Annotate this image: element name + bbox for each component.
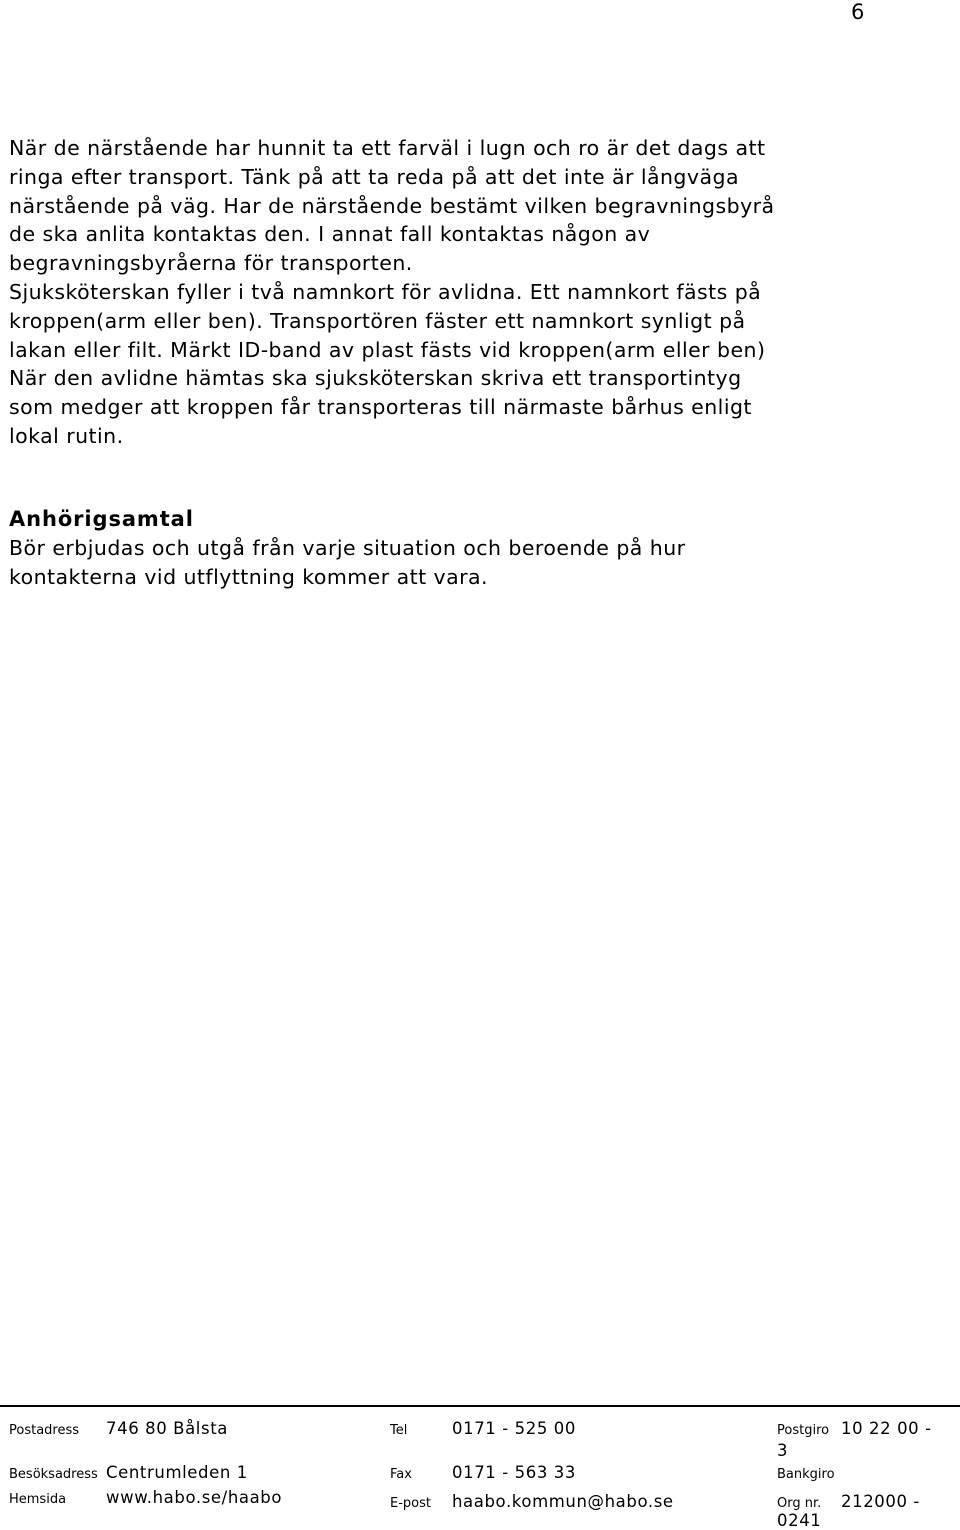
paragraph-line: lakan eller filt. Märkt ID-band av plast fästs vid kroppen(arm eller ben) <box>9 337 766 362</box>
tel-label: Tel <box>390 1423 408 1438</box>
section-line: kontakterna vid utflyttning kommer att vara. <box>9 565 488 589</box>
body-paragraph <box>9 134 939 451</box>
bankgiro-label: Bankgiro <box>777 1467 835 1482</box>
section-heading: Anhörigsamtal <box>9 507 194 531</box>
paragraph-line: kroppen(arm eller ben). Transportören fäster ett namnkort synligt på <box>9 308 746 333</box>
paragraph-line: närstående på väg. Har de närstående bestämt vilken begravningsbyrå <box>9 193 775 218</box>
paragraph-line: lokal rutin. <box>9 423 124 448</box>
section-anhorigsamtal <box>9 504 939 592</box>
hemsida-label: Hemsida <box>9 1492 67 1507</box>
paragraph-line: När de närstående har hunnit ta ett farväl i lugn och ro är det dags att <box>9 136 766 160</box>
fax-value: 0171 - 563 33 <box>452 1463 576 1482</box>
footer-divider <box>0 1405 960 1407</box>
postadress-value: 746 80 Bålsta <box>106 1419 228 1438</box>
postadress-label: Postadress <box>9 1423 80 1438</box>
besoksadress-label: Besöksadress <box>9 1467 98 1482</box>
epost-label: E-post <box>390 1496 431 1511</box>
epost-link[interactable]: haabo.kommun@habo.se <box>452 1492 674 1511</box>
paragraph-line: ringa efter transport. Tänk på att ta reda på att det inte är långväga <box>9 164 739 189</box>
tel-value: 0171 - 525 00 <box>452 1419 576 1438</box>
besoksadress-value: Centrumleden 1 <box>106 1463 248 1482</box>
paragraph-line: När den avlidne hämtas ska sjuksköterskan skriva ett transportintyg <box>9 366 742 391</box>
postgiro-label: Postgiro <box>777 1423 830 1438</box>
hemsida-link[interactable]: www.habo.se/haabo <box>106 1488 283 1507</box>
page-number: 6 <box>851 0 865 24</box>
section-line: Bör erbjudas och utgå från varje situation och beroende på hur <box>9 536 686 560</box>
paragraph-line: som medger att kroppen får transporteras till närmaste bårhus enligt <box>9 395 752 420</box>
paragraph-line: de ska anlita kontaktas den. I annat fall kontaktas någon av <box>9 222 651 247</box>
orgnr-value-continued: 0241 <box>777 1511 822 1530</box>
orgnr-label: Org nr. <box>777 1496 822 1511</box>
paragraph-line: Sjuksköterskan fyller i två namnkort för avlidna. Ett namnkort fästs på <box>9 279 762 304</box>
paragraph-line: begravningsbyråerna för transporten. <box>9 251 413 276</box>
section-body <box>9 534 939 592</box>
page-footer <box>0 1412 960 1530</box>
postgiro-value: 10 22 00 - <box>841 1419 932 1438</box>
fax-label: Fax <box>390 1467 412 1482</box>
postgiro-value-continued: 3 <box>777 1441 789 1460</box>
orgnr-value: 212000 - <box>841 1492 920 1511</box>
